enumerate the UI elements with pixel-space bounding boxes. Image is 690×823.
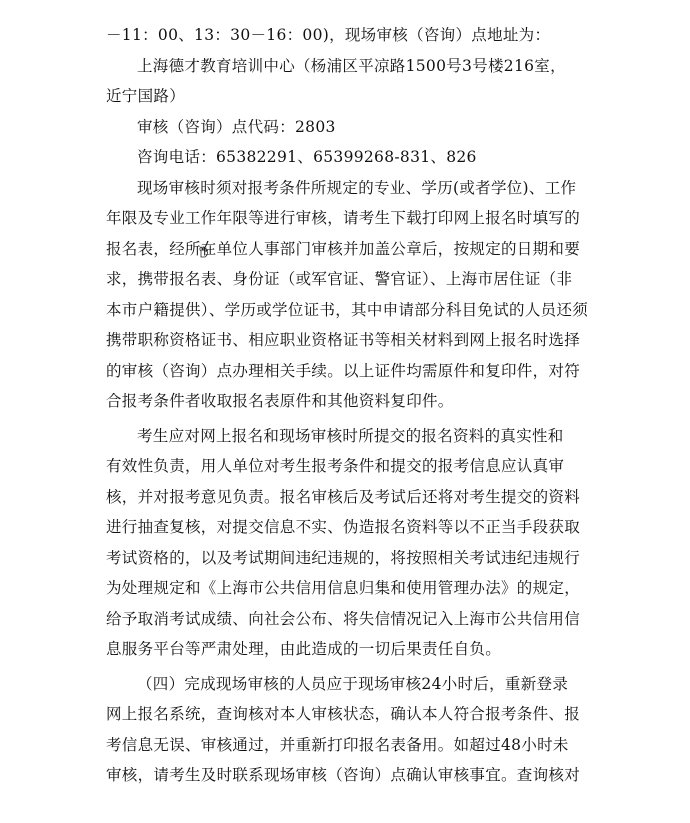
text-line: 有效性负责，用人单位对考生报考条件和提交的报考信息应认真审 [106, 457, 565, 475]
text-line: 求，携带报名表、身份证（或军官证、警官证）、上海市居住证（非 [106, 270, 573, 288]
text-line: 年限及专业工作年限等进行审核，请考生下载打印网上报名时填写的 [106, 209, 581, 227]
text-line: 现场审核时须对报考条件所规定的专业、学历(或者学位)、工作 [137, 178, 577, 197]
text-line: 上海德才教育培训中心（杨浦区平凉路1500号3号楼216室， [137, 56, 566, 75]
text-line: 的审核（咨询）点办理相关手续。以上证件均需原件和复印件，对符 [106, 361, 581, 380]
text-line: 考试资格的，以及考试期间违纪违规的，将按照相关考试违纪违规行 [106, 548, 581, 567]
text-line: 进行抽查复核，对提交信息不实、伪造报名资料等以不正当手段获取 [106, 518, 581, 536]
text-line: 息服务平台等严肃处理，由此造成的一切后果责任自负。 [106, 640, 502, 658]
text-line: 核，并对报考意见负责。报名审核后及考试后还将对考生提交的资料 [106, 487, 581, 506]
text-line: 审核，请考生及时联系现场审核（咨询）点确认审核事宜。查询核对 [106, 766, 581, 784]
hand-cursor-icon [198, 246, 208, 258]
text-line: 考信息无误、审核通过，并重新打印报名表备用。如超过48小时未 [106, 735, 569, 754]
text-line: －11：00、13：30－16：00)，现场审核（咨询）点地址为： [106, 26, 551, 44]
text-line: 携带职称资格证书、相应职业资格证书等相关材料到网上报名时选择 [106, 331, 581, 349]
text-line: 近宁国路） [106, 87, 186, 105]
text-line: 为处理规定和《上海市公共信用信息归集和使用管理办法》的规定， [106, 579, 581, 597]
text-line: 合报考条件者收取报名表原件和其他资料复印件。 [106, 392, 454, 410]
text-line: 咨询电话：65382291、65399268-831、826 [137, 148, 477, 166]
text-line: 考生应对网上报名和现场审核时所提交的报名资料的真实性和 [137, 426, 564, 445]
text-line: 本市户籍提供）、学历或学位证书，其中申请部分科目免试的人员还须 [106, 300, 589, 319]
text-line: 给予取消考试成绩、向社会公布、将失信情况记入上海市公共信用信 [106, 609, 581, 628]
text-line: 报名表，经所在单位人事部门审核并加盖公章后，按规定的日期和要 [106, 239, 581, 258]
text-line: 审核（咨询）点代码：2803 [137, 117, 336, 136]
document-body [106, 20, 589, 791]
text-line: （四）完成现场审核的人员应于现场审核24小时后，重新登录 [137, 674, 569, 693]
text-line: 网上报名系统，查询核对本人审核状态，确认本人符合报考条件、报 [106, 705, 581, 723]
